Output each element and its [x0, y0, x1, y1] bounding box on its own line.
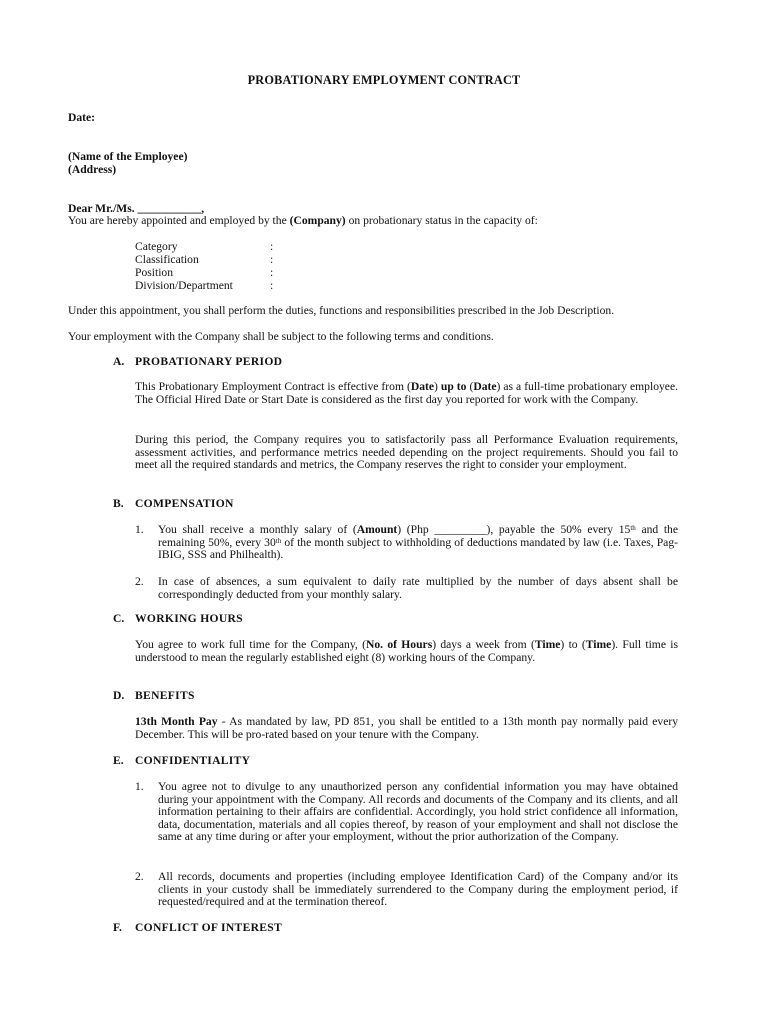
section-b-item-1-text: You shall receive a monthly salary of (Amount) (Php _________), payable the 50% every 15th and the remaining 50%, every 30th of the month subject to withholding of deductions mandated by law (i.e. Taxes, Pag-IBIG, SSS and Philhealth). [158, 523, 678, 562]
field-separator: : [270, 253, 274, 266]
section-e-letter: E. [113, 754, 124, 767]
section-c-paragraph: You agree to work full time for the Company, (No. of Hours) days a week from (Time) to (Time). Full time is understood to mean the regularly established eight (8) working hours of the Company. [135, 638, 679, 664]
field-separator: : [270, 279, 274, 292]
section-a-paragraph-2: During this period, the Company requires you to satisfactorily pass all Performance Evaluation requirements, assessment activities, and performance metrics needed depending on the project requirements. Should you fail to meet all the required standards and metrics, the Company reserves the right to consider your employment. [135, 433, 678, 472]
section-b-letter: B. [113, 497, 124, 510]
section-b-item-2-number: 2. [135, 575, 144, 588]
section-e-item-1-number: 1. [135, 780, 144, 793]
section-a-letter: A. [113, 355, 125, 368]
section-e-heading: CONFIDENTIALITY [135, 754, 251, 767]
section-f-letter: F. [113, 921, 122, 934]
salutation: Dear Mr./Ms. ___________, [68, 202, 205, 215]
document-title: PROBATIONARY EMPLOYMENT CONTRACT [247, 73, 521, 87]
field-classification-label: Classification [135, 253, 199, 266]
section-e-item-1-text: You agree not to divulge to any unauthorized person any confidential information you may have obtained during your appointment with the Company. All records and documents of the Company and its clients, and all information pertaining to their affairs are confidential. Accordingly, you hold strict confidence all information, data, documentation, materials and all copies thereof, by reason of your employment and shall not disclose the same at any time during or after your employment, without the prior authorization of the Company. [158, 780, 678, 844]
section-a-paragraph-1: This Probationary Employment Contract is effective from (Date) up to (Date) as a full-time probationary employee. The Official Hired Date or Start Date is considered as the first day you reported for work with the Company. [135, 380, 678, 406]
section-c-heading: WORKING HOURS [135, 612, 243, 625]
section-d-paragraph: 13th Month Pay - As mandated by law, PD 851, you shall be entitled to a 13th month pay normally paid every December. This will be pro-rated based on your tenure with the Company. [135, 715, 678, 741]
section-e-item-2-text: All records, documents and properties (including employee Identification Card) of the Company and/or its clients in your custody shall be immediately surrendered to the Company during the employment period, if requested/required and at the termination thereof. [158, 870, 678, 909]
field-separator: : [270, 240, 274, 253]
terms-intro: Your employment with the Company shall be subject to the following terms and conditions. [68, 330, 494, 343]
section-b-item-2-text: In case of absences, a sum equivalent to daily rate multiplied by the number of days absent shall be correspondingly deducted from your monthly salary. [158, 575, 678, 601]
section-d-heading: BENEFITS [135, 689, 195, 702]
appointment-paragraph: Under this appointment, you shall perform the duties, functions and responsibilities prescribed in the Job Description. [68, 304, 615, 317]
section-b-item-1-number: 1. [135, 523, 144, 536]
section-d-letter: D. [113, 689, 125, 702]
section-b-heading: COMPENSATION [135, 497, 234, 510]
employee-address-placeholder: (Address) [68, 163, 117, 176]
field-category-label: Category [135, 240, 178, 253]
field-separator: : [270, 266, 274, 279]
employee-name-placeholder: (Name of the Employee) [68, 150, 188, 163]
field-division-label: Division/Department [135, 279, 233, 292]
section-f-heading: CONFLICT OF INTEREST [135, 921, 283, 934]
section-c-letter: C. [113, 612, 125, 625]
section-e-item-2-number: 2. [135, 870, 144, 883]
appointment-intro: You are hereby appointed and employed by the (Company) on probationary status in the capacity of: [68, 214, 538, 227]
section-a-heading: PROBATIONARY PERIOD [135, 355, 283, 368]
date-label: Date: [68, 111, 96, 124]
field-position-label: Position [135, 266, 174, 279]
